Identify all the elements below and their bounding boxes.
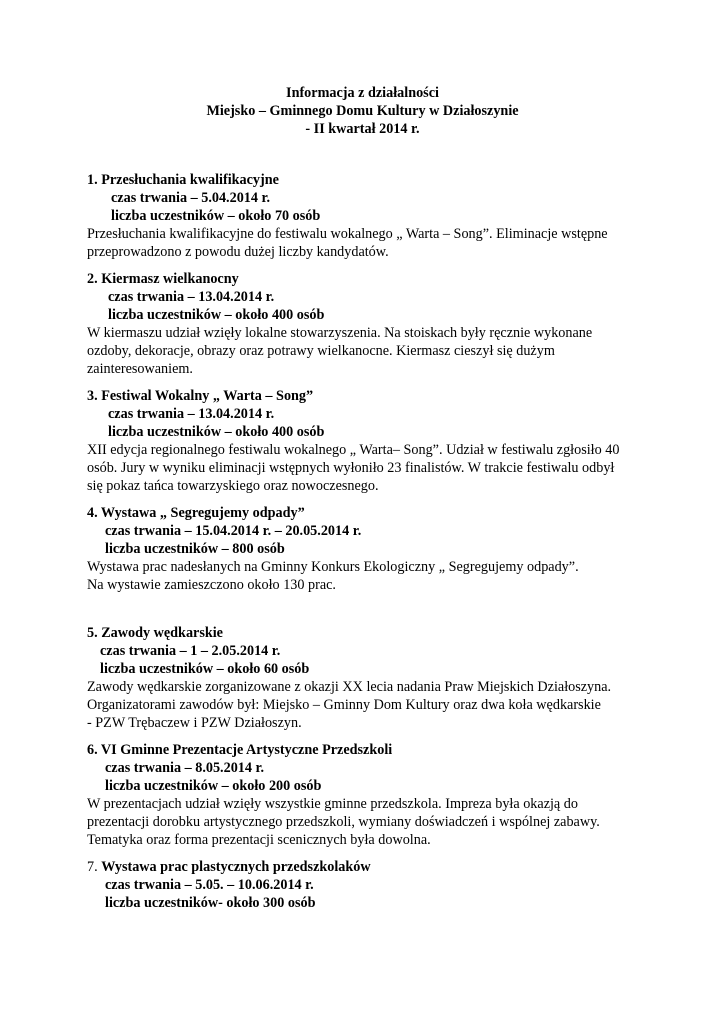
section-description-line: - PZW Trębaczew i PZW Działoszyn. xyxy=(87,715,302,731)
section-participants: liczba uczestników- około 300 osób xyxy=(105,895,316,911)
section-2 xyxy=(87,270,647,378)
section-7 xyxy=(87,858,647,912)
section-title: 5. Zawody wędkarskie xyxy=(87,625,223,641)
header-title: Informacja z działalności xyxy=(286,85,439,101)
section-4 xyxy=(87,504,647,594)
section-participants: liczba uczestników – około 400 osób xyxy=(108,424,325,440)
section-1 xyxy=(87,171,647,261)
section-participants: liczba uczestników – około 400 osób xyxy=(108,307,325,323)
section-description-line: Tematyka oraz forma prezentacji scenicznych była dowolna. xyxy=(87,832,431,848)
section-description-line: XII edycja regionalnego festiwalu wokalnego „ Warta– Song”. Udział w festiwalu zgłosiło 40 xyxy=(87,442,620,458)
section-description-line: zainteresowaniem. xyxy=(87,361,193,377)
section-description-line: się pokaz tańca towarzyskiego oraz nowoczesnego. xyxy=(87,478,379,494)
section-duration: czas trwania – 8.05.2014 r. xyxy=(105,760,265,776)
section-title-row xyxy=(87,858,647,876)
section-description-line: Na wystawie zamieszczono około 130 prac. xyxy=(87,577,336,593)
section-description-line: Zawody wędkarskie zorganizowane z okazji XX lecia nadania Praw Miejskich Działoszyna. xyxy=(87,679,612,695)
section-title: 4. Wystawa „ Segregujemy odpady” xyxy=(87,505,305,521)
section-title: 2. Kiermasz wielkanocny xyxy=(87,271,239,287)
section-duration: czas trwania – 5.05. – 10.06.2014 r. xyxy=(105,877,314,893)
section-description-line: Przesłuchania kwalifikacyjne do festiwalu wokalnego „ Warta – Song”. Eliminacje wstępne xyxy=(87,226,608,242)
section-participants: liczba uczestników – około 200 osób xyxy=(105,778,322,794)
section-description-line: Organizatorami zawodów był: Miejsko – Gminny Dom Kultury oraz dwa koła wędkarskie xyxy=(87,697,601,713)
section-title: 3. Festiwal Wokalny „ Warta – Song” xyxy=(87,388,314,404)
section-title: 1. Przesłuchania kwalifikacyjne xyxy=(87,172,279,188)
header-period: - II kwartał 2014 r. xyxy=(305,121,420,137)
header-institution: Miejsko – Gminnego Domu Kultury w Działoszynie xyxy=(206,103,519,119)
section-5 xyxy=(87,624,647,732)
section-title: Wystawa prac plastycznych przedszkolaków xyxy=(101,859,371,875)
section-description-line: W kiermaszu udział wzięły lokalne stowarzyszenia. Na stoiskach były ręcznie wykonane xyxy=(87,325,593,341)
section-duration: czas trwania – 13.04.2014 r. xyxy=(108,406,275,422)
section-duration: czas trwania – 5.04.2014 r. xyxy=(111,190,271,206)
section-description-line: przeprowadzono z powodu dużej liczby kandydatów. xyxy=(87,244,389,260)
section-participants: liczba uczestników – 800 osób xyxy=(105,541,285,557)
section-duration: czas trwania – 13.04.2014 r. xyxy=(108,289,275,305)
section-description-line: osób. Jury w wyniku eliminacji wstępnych wyłoniło 23 finalistów. W trakcie festiwalu odbył xyxy=(87,460,615,476)
section-description-line: Wystawa prac nadesłanych na Gminny Konkurs Ekologiczny „ Segregujemy odpady”. xyxy=(87,559,579,575)
section-duration: czas trwania – 15.04.2014 r. – 20.05.2014 r. xyxy=(105,523,362,539)
section-6 xyxy=(87,741,647,849)
section-participants: liczba uczestników – około 60 osób xyxy=(100,661,310,677)
section-title: 6. VI Gminne Prezentacje Artystyczne Przedszkoli xyxy=(87,742,393,758)
section-duration: czas trwania – 1 – 2.05.2014 r. xyxy=(100,643,281,659)
section-3 xyxy=(87,387,647,495)
section-description-line: ozdoby, dekoracje, obrazy oraz potrawy wielkanocne. Kiermasz cieszył się dużym xyxy=(87,343,555,359)
section-participants: liczba uczestników – około 70 osób xyxy=(111,208,321,224)
document-header xyxy=(0,84,725,138)
section-number: 7. xyxy=(87,859,98,875)
section-description-line: W prezentacjach udział wzięły wszystkie gminne przedszkola. Impreza była okazją do xyxy=(87,796,578,812)
section-description-line: prezentacji dorobku artystycznego przedszkoli, wymiany doświadczeń i wspólnej zabawy. xyxy=(87,814,600,830)
